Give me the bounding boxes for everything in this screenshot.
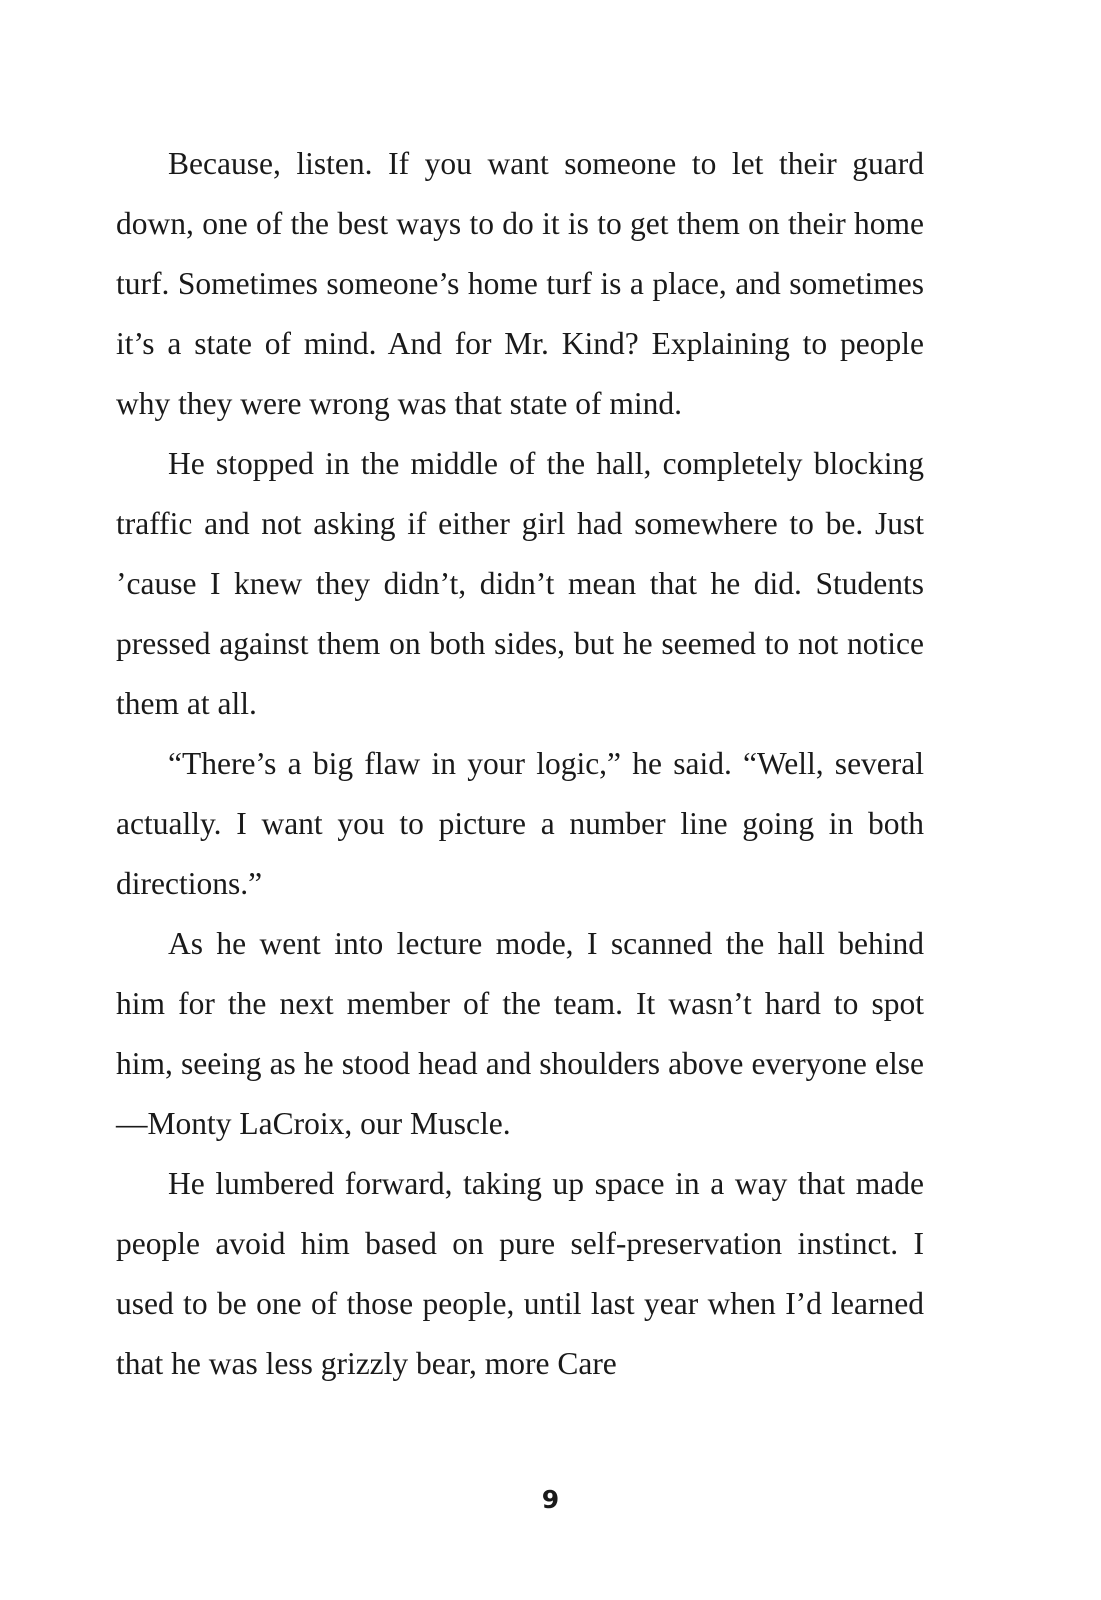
- paragraph: Because, listen. If you want someone to let their guard down, one of the best ways to do it is to get them on their home turf. Sometimes someone’s home turf is a place, and sometimes it’s a state of mind. And for Mr. Kind? Explaining to people why they were wrong was that state of mind.: [116, 146, 924, 421]
- paragraph: As he went into lecture mode, I scanned the hall behind him for the next member of the team. It wasn’t hard to spot him, seeing as he stood head and shoulders above everyone else—Monty LaCroix, our Muscle.: [116, 926, 924, 1141]
- paragraph: “There’s a big flaw in your logic,” he said. “Well, several actually. I want you to picture a number line going in both directions.”: [116, 746, 924, 901]
- paragraph: He lumbered forward, taking up space in a way that made people avoid him based on pure self-preservation instinct. I used to be one of those people, until last year when I’d learned that he was less grizzly bear, more Care: [116, 1166, 924, 1381]
- paragraph: He stopped in the middle of the hall, completely blocking traffic and not asking if either girl had somewhere to be. Just ’cause I knew they didn’t, didn’t mean that he did. Students pressed against them on both sides, but he seemed to not notice them at all.: [116, 446, 924, 721]
- page-number: 9: [541, 1485, 560, 1514]
- body-text: [116, 134, 924, 1394]
